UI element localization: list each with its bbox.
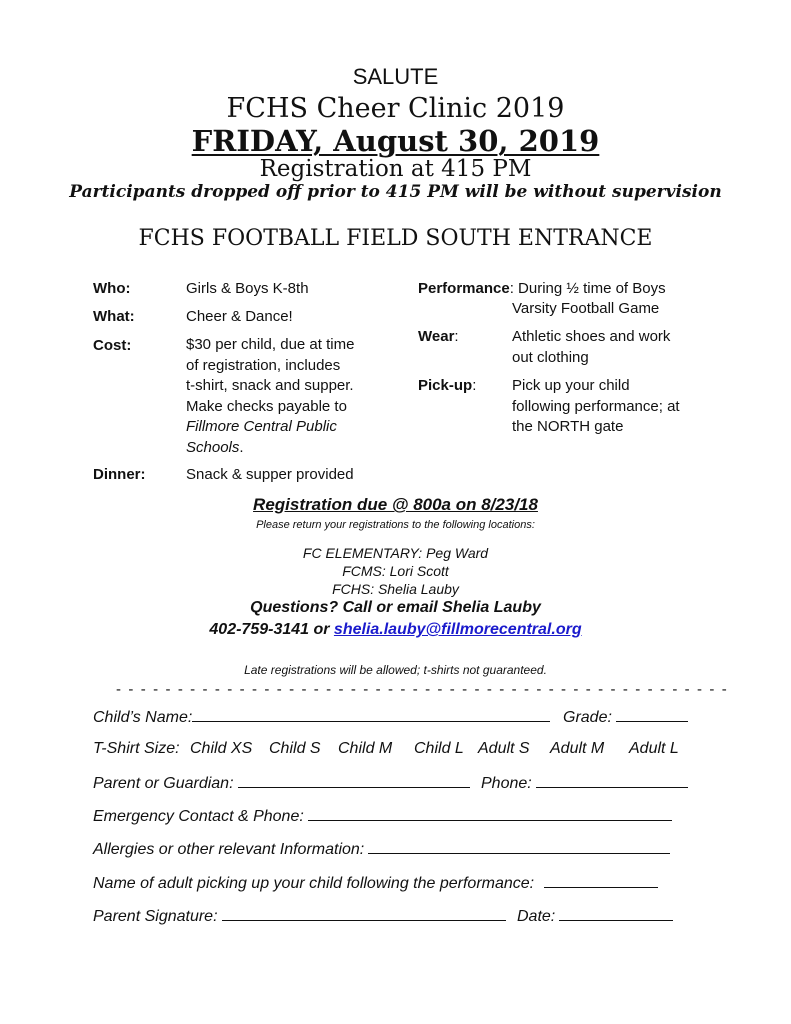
tshirt-size-option[interactable]: Adult S	[478, 740, 530, 757]
what-value: Cheer & Dance!	[186, 308, 293, 325]
tshirt-size-row	[93, 740, 713, 762]
date-row	[517, 906, 673, 926]
cost-line: $30 per child, due at time	[186, 336, 355, 353]
phone-field[interactable]	[536, 773, 688, 788]
contact-phone-email	[0, 621, 791, 639]
parent-row	[93, 773, 470, 793]
performance-value: : During ½ time of Boys	[509, 280, 666, 297]
tshirt-size-label: T-Shirt Size:	[93, 740, 180, 757]
pickup-colon: :	[472, 377, 477, 394]
location-fchs: FCHS: Shelia Lauby	[332, 581, 459, 597]
cost-line: Make checks payable to	[186, 397, 347, 415]
wear-line: Athletic shoes and work	[512, 328, 671, 345]
salute-heading: SALUTE	[352, 64, 439, 89]
tshirt-size-option[interactable]: Adult L	[629, 740, 679, 757]
signature-field[interactable]	[222, 906, 506, 921]
grade-label: Grade:	[563, 709, 612, 726]
performance-value-2: Varsity Football Game	[512, 300, 660, 317]
emergency-row	[93, 806, 672, 826]
return-note: Please return your registrations to the following locations:	[256, 519, 535, 531]
registration-time: Registration at 415 PM	[259, 156, 532, 182]
dropoff-notice: Participants dropped off prior to 415 PM will be without supervision	[69, 182, 722, 202]
what-label: What:	[93, 308, 135, 325]
child-name-row	[93, 707, 550, 727]
parent-field[interactable]	[238, 773, 470, 788]
performance-label: Performance	[418, 280, 510, 297]
registration-due: Registration due @ 800a on 8/23/18	[253, 495, 538, 514]
cost-line: t-shirt, snack and supper.	[186, 377, 354, 394]
grade-field[interactable]	[616, 707, 688, 722]
dinner-label: Dinner:	[93, 466, 146, 483]
pickup-line: the NORTH gate	[512, 418, 624, 435]
cost-schools: Schools	[186, 438, 240, 456]
cost-line: of registration, includes	[186, 356, 341, 374]
signature-label: Parent Signature:	[93, 908, 218, 925]
pickup-adult-label: Name of adult picking up your child following the performance:	[93, 875, 535, 892]
tshirt-size-option[interactable]: Adult M	[550, 740, 605, 757]
questions-line: Questions? Call or email Shelia Lauby	[250, 599, 541, 616]
pickup-line: following performance; at	[512, 397, 680, 415]
who-label: Who:	[93, 280, 131, 297]
tshirt-size-option[interactable]: Child M	[338, 740, 393, 757]
who-value: Girls & Boys K-8th	[186, 280, 309, 297]
allergies-row	[93, 839, 670, 859]
parent-label: Parent or Guardian:	[93, 775, 234, 792]
late-registration-note: Late registrations will be allowed; t-shirts not guaranteed.	[244, 663, 547, 677]
cost-line: Fillmore Central Public	[186, 418, 337, 435]
contact-email-link[interactable]: shelia.lauby@fillmorecentral.org	[333, 621, 582, 638]
pickup-line: Pick up your child	[512, 377, 630, 394]
emergency-field[interactable]	[308, 806, 672, 821]
child-name-field[interactable]	[192, 707, 550, 722]
pickup-adult-field[interactable]	[544, 873, 658, 888]
tshirt-size-option[interactable]: Child XS	[190, 740, 253, 757]
cost-period: .	[239, 438, 244, 456]
phone-row	[481, 773, 688, 793]
allergies-field[interactable]	[368, 839, 670, 854]
cost-label: Cost:	[93, 337, 132, 354]
event-date: FRIDAY, August 30, 2019	[191, 124, 600, 158]
phone-label: Phone:	[481, 775, 532, 792]
signature-row	[93, 906, 506, 926]
wear-line: out clothing	[512, 348, 589, 366]
date-label: Date:	[517, 908, 556, 925]
tshirt-size-option[interactable]: Child S	[269, 740, 321, 757]
allergies-label: Allergies or other relevant Information:	[93, 841, 365, 858]
location-fcms: FCMS: Lori Scott	[342, 563, 449, 579]
pickup-label-row	[418, 376, 476, 397]
date-field[interactable]	[559, 906, 673, 921]
pickup-value	[512, 376, 680, 438]
location-elementary: FC ELEMENTARY: Peg Ward	[302, 545, 489, 561]
wear-label-row	[418, 327, 459, 348]
wear-value	[512, 327, 670, 368]
dinner-value: Snack & supper provided	[186, 466, 354, 483]
tshirt-size-option[interactable]: Child L	[414, 740, 464, 757]
wear-colon: :	[454, 328, 459, 345]
performance-row	[418, 279, 666, 300]
cost-value	[186, 335, 354, 458]
pickup-label: Pick-up	[418, 377, 473, 394]
event-location: FCHS FOOTBALL FIELD SOUTH ENTRANCE	[138, 226, 653, 251]
emergency-label: Emergency Contact & Phone:	[93, 808, 304, 825]
contact-phone: 402-759-3141 or	[209, 621, 334, 638]
grade-row	[563, 707, 688, 727]
wear-label: Wear	[418, 328, 455, 345]
cost-line-last	[186, 438, 354, 459]
clinic-title: FCHS Cheer Clinic 2019	[226, 93, 565, 124]
child-name-label: Child’s Name:	[93, 709, 193, 726]
pickup-adult-row	[93, 873, 658, 893]
cut-line-divider: - - - - - - - - - - - - - - - - - - - - - - - - - - - - - - - - - - - - - - - - - - - - - - - - - -	[116, 681, 729, 698]
